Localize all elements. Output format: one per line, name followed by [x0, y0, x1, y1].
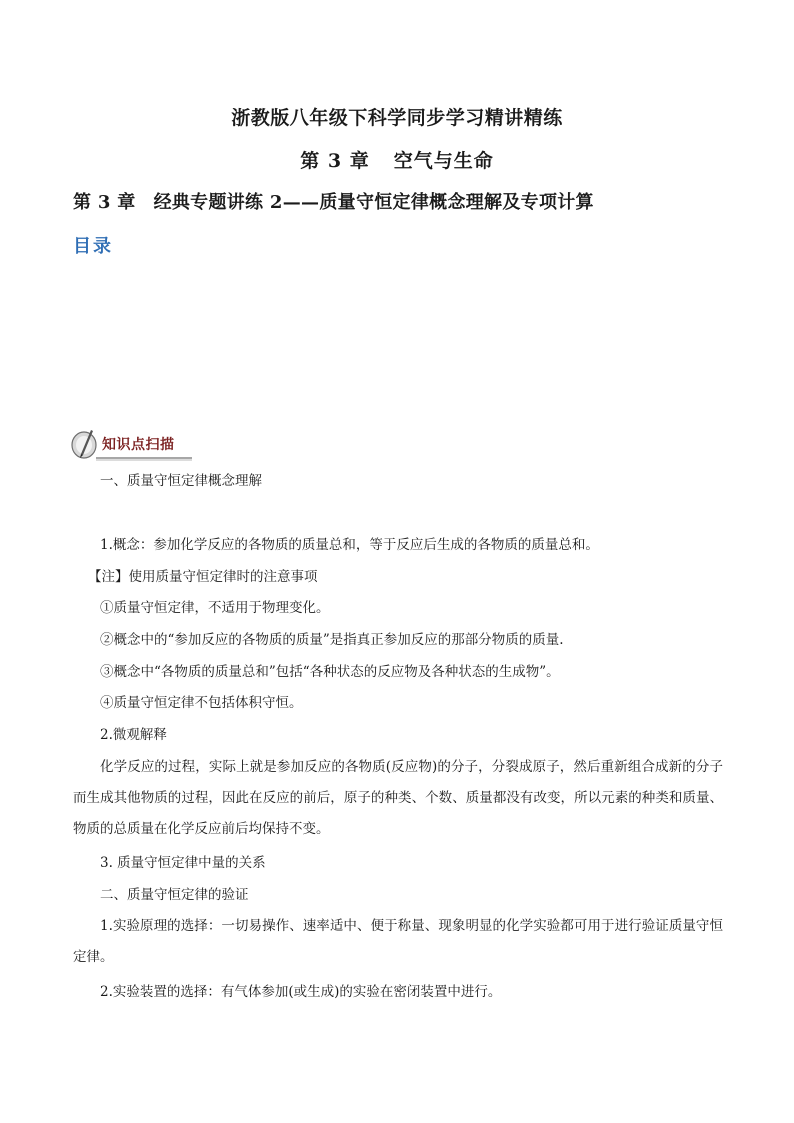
note-item-1: ①质量守恒定律，不适用于物理变化。: [100, 600, 330, 616]
micro-explanation-title: 2.微观解释: [100, 727, 167, 743]
principle-paragraph: 1.实验原理的选择：一切易操作、速率适中、便于称量、现象明显的化学实验都可用于进行验证质量守恒定律。: [73, 918, 723, 965]
concept-line: 1.概念：参加化学反应的各物质的质量总和，等于反应后生成的各物质的质量总和。: [100, 537, 599, 553]
note-item-4: ④质量守恒定律不包括体积守恒。: [100, 695, 303, 711]
chapter-heading: [0, 146, 794, 173]
banner-label: 知识点扫描: [102, 437, 175, 453]
note-item-2: ②概念中的“参加反应的各物质的质量”是指真正参加反应的那部分物质的质量.: [100, 632, 564, 648]
chapter-number: 第 3 章: [300, 150, 370, 172]
chapter-name: 空气与生命: [393, 150, 494, 172]
topic-title: 经典专题讲练 2——质量守恒定律概念理解及专项计算: [153, 192, 594, 213]
section-1-title: 一、质量守恒定律概念理解: [100, 473, 262, 489]
topic-heading: [73, 188, 594, 214]
topic-chapter-number: 第 3 章: [73, 192, 136, 213]
micro-explanation-paragraph: 化学反应的过程，实际上就是参加反应的各物质(反应物)的分子，分裂成原子，然后重新组合成新的分子而生成其他物质的过程，因此在反应的前后，原子的种类、个数、质量都没有改变，所以元素的种类和质量、物质的总质量在化学反应前后均保持不变。: [73, 759, 723, 837]
note-item-3: ③概念中“各物质的质量总和”包括“各种状态的反应物及各种状态的生成物”。: [100, 664, 560, 680]
section-2-title: 二、质量守恒定律的验证: [100, 887, 249, 903]
knowledge-scan-banner: [70, 428, 194, 462]
apparatus-line: 2.实验装置的选择：有气体参加(或生成)的实验在密闭装置中进行。: [100, 984, 502, 1000]
note-heading: 【注】使用质量守恒定律时的注意事项: [88, 569, 318, 585]
toc-heading: 目录: [73, 236, 113, 257]
book-title: 浙教版八年级下科学同步学习精讲精练: [231, 107, 563, 129]
relation-title: 3. 质量守恒定律中量的关系: [100, 855, 266, 871]
